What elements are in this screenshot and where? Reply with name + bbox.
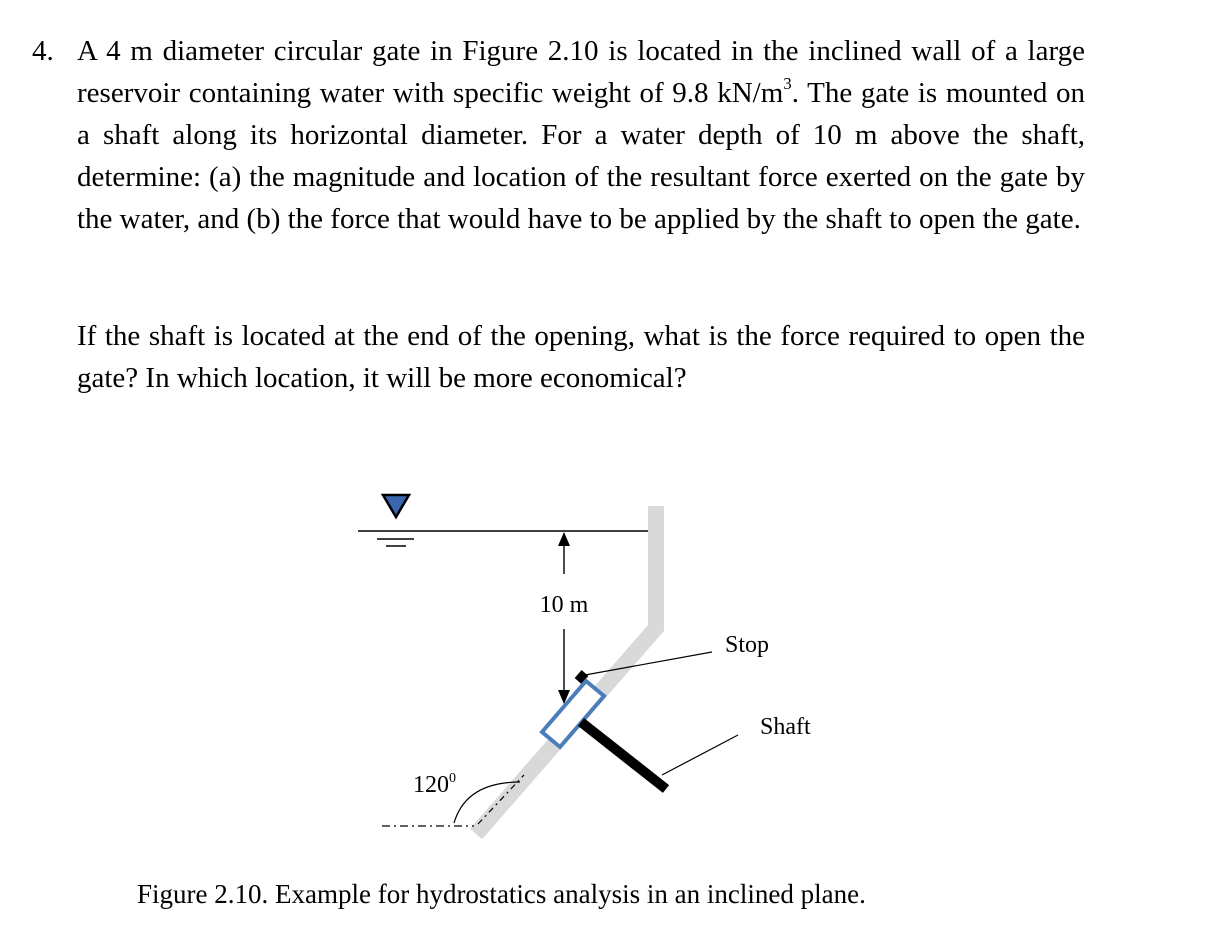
depth-arrow-up-head-icon — [558, 532, 570, 546]
stop-leader-line — [585, 652, 712, 675]
paragraph-1-text-a: A 4 m diameter circular gate in Figure 2.10 is located in the inclined wall of a large reservoir containing water with specific weight of 9.8 kN/m — [77, 35, 1085, 109]
figure-caption: Figure 2.10. Example for hydrostatics analysis in an inclined plane. — [137, 879, 866, 909]
cubic-superscript: 3 — [783, 74, 792, 93]
shaft-leader-line — [662, 735, 738, 775]
problem-number: 4. — [32, 35, 54, 67]
problem-paragraph-2: If the shaft is located at the end of the opening, what is the force required to open the gate? In which location, it will be more economical? — [77, 320, 1085, 394]
water-level-symbol-icon — [383, 495, 409, 517]
depth-label: 10 m — [539, 592, 589, 618]
shaft-label: Shaft — [760, 714, 811, 740]
reservoir-wall — [476, 506, 656, 834]
stop-label: Stop — [725, 632, 770, 658]
shaft-bar — [581, 722, 666, 789]
paragraph-1-text-b: . The gate is mounted on a shaft along its horizontal diameter. For a water depth of 10 m above the shaft, determine: (a) the magnitude and location of the resultant force exerted on the gate by the water, and (b) the force that would have to be applied by the shaft to open the gate. — [77, 77, 1085, 235]
angle-degree-superscript: 0 — [449, 771, 456, 786]
angle-label — [413, 771, 456, 798]
angle-value: 120 — [413, 772, 449, 798]
stop-block — [578, 673, 585, 681]
